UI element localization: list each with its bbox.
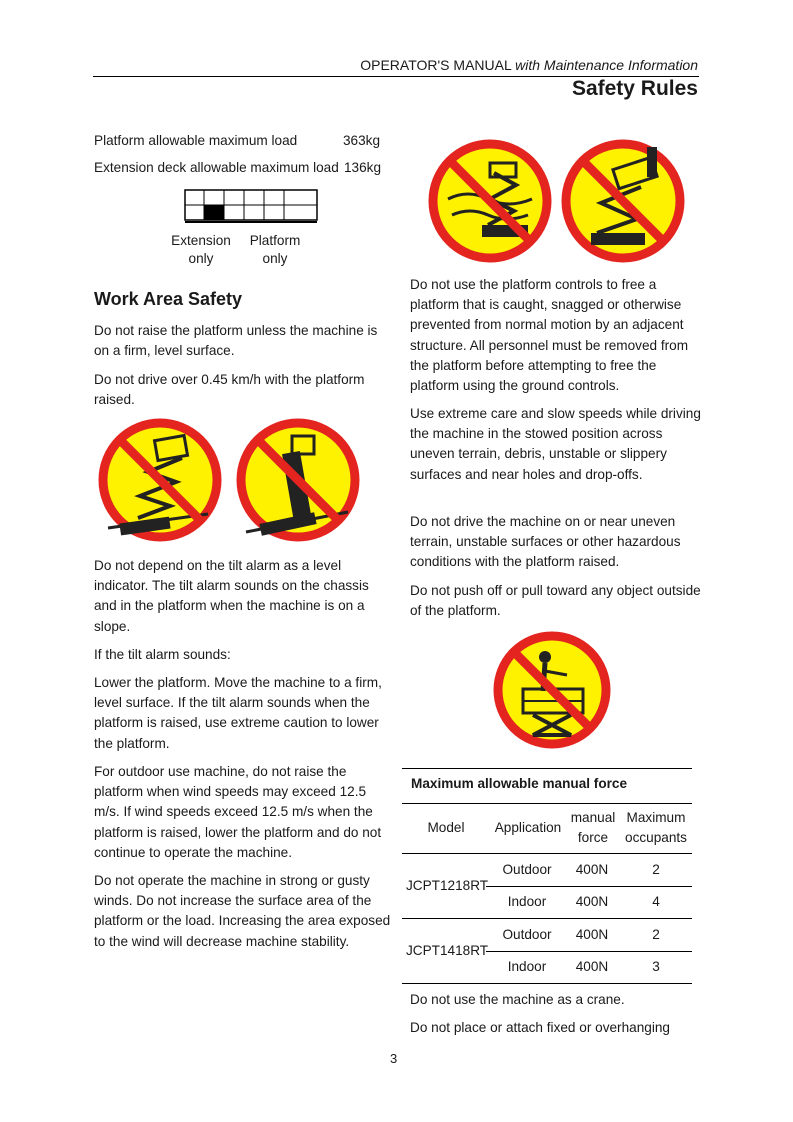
table-cell-model: JCPT1218RT bbox=[406, 878, 489, 893]
paragraph: Do not depend on the tilt alarm as a level indicator. The tilt alarm sounds on the chassis and in the platform when the machine is on a slope. bbox=[94, 558, 369, 634]
no-push-pull-icon bbox=[493, 631, 611, 749]
page-number: 3 bbox=[390, 1051, 398, 1066]
table-cell-occupants: 4 bbox=[652, 894, 660, 909]
table-cell-application: Indoor bbox=[507, 894, 547, 909]
paragraph: Do not drive over 0.45 km/h with the platform raised. bbox=[94, 372, 365, 408]
header-model: Model bbox=[427, 820, 465, 835]
table-rule bbox=[486, 951, 494, 952]
paragraph: Do not raise the platform unless the machine is on a firm, level surface. bbox=[94, 323, 378, 359]
paragraph: Lower the platform. Move the machine to a firm, level surface. If the tilt alarm sounds when the platform is raised, use extreme caution to lower the platform. bbox=[94, 675, 382, 751]
table-top-rule bbox=[402, 768, 692, 769]
table-cell-force: 400N bbox=[575, 894, 609, 909]
header-occupants: Maximum occupants bbox=[625, 810, 687, 845]
table-cell-force: 400N bbox=[575, 862, 609, 877]
table-cell-occupants: 2 bbox=[652, 862, 660, 877]
table-header-rule bbox=[402, 803, 692, 804]
platform-only-caption: Platform only bbox=[249, 233, 301, 266]
paragraph: Do not drive the machine on or near uneven terrain, unstable surfaces or other hazardous conditions with the platform raised. bbox=[410, 514, 681, 570]
table-rule bbox=[402, 918, 692, 919]
paragraph: For outdoor use machine, do not raise the platform when wind speeds may exceed 12.5 m/s. If wind speeds exceed 12.5 m/s when the platform is raised, lower the platform and do not continue to operate the machine. bbox=[94, 764, 382, 860]
header-force: manual force bbox=[570, 810, 616, 845]
table-cell-occupants: 3 bbox=[652, 959, 660, 974]
paragraph: Do not place or attach fixed or overhanging bbox=[410, 1020, 670, 1035]
platform-load-label: Platform allowable maximum load bbox=[94, 133, 298, 148]
extension-load-label: Extension deck allowable maximum load bbox=[94, 160, 339, 175]
table-rule bbox=[494, 886, 692, 887]
no-wind-icon bbox=[428, 139, 552, 263]
deck-diagram bbox=[184, 189, 318, 225]
paragraph: Do not use the machine as a crane. bbox=[410, 992, 625, 1007]
section-title: Safety Rules bbox=[571, 77, 698, 100]
table-cell-force: 400N bbox=[575, 927, 609, 942]
platform-load-value: 363kg bbox=[343, 133, 381, 148]
no-snagged-platform-icon bbox=[561, 139, 685, 263]
paragraph: Do not use the platform controls to free a platform that is caught, snagged or otherwise prevented from normal motion by an adjacent structure. All personnel must be removed from the platform before attempting to free the platform using the ground controls. bbox=[410, 277, 689, 394]
table-rule bbox=[486, 886, 494, 887]
extension-load-value: 136kg bbox=[344, 160, 382, 175]
table-bottom-rule bbox=[402, 983, 692, 984]
table-rule bbox=[494, 951, 692, 952]
manual-title: OPERATOR'S MANUAL with Maintenance Information bbox=[360, 57, 698, 73]
paragraph: Do not operate the machine in strong or gusty winds. Do not increase the surface area of the platform or the load. Increasing the area exposed to the wind will decrease machine stability. bbox=[94, 873, 391, 949]
table-rule bbox=[402, 853, 692, 854]
extension-only-caption: Extension only bbox=[171, 233, 231, 266]
force-table-title: Maximum allowable manual force bbox=[411, 776, 628, 791]
no-tilt-icon bbox=[236, 418, 360, 542]
table-cell-model: JCPT1418RT bbox=[406, 943, 489, 958]
paragraph: Do not push off or pull toward any object outside of the platform. bbox=[410, 583, 701, 619]
table-cell-application: Outdoor bbox=[502, 927, 552, 942]
table-cell-application: Outdoor bbox=[502, 862, 552, 877]
no-drive-raised-icon bbox=[98, 418, 222, 542]
paragraph: Use extreme care and slow speeds while driving the machine in the stowed position across uneven terrain, debris, unstable or slippery surfaces and near holes and drop-offs. bbox=[410, 406, 701, 482]
paragraph: If the tilt alarm sounds: bbox=[94, 647, 231, 662]
table-cell-application: Indoor bbox=[507, 959, 547, 974]
table-cell-force: 400N bbox=[575, 959, 609, 974]
header-application: Application bbox=[494, 820, 562, 835]
table-cell-occupants: 2 bbox=[652, 927, 660, 942]
work-area-heading: Work Area Safety bbox=[94, 289, 243, 309]
